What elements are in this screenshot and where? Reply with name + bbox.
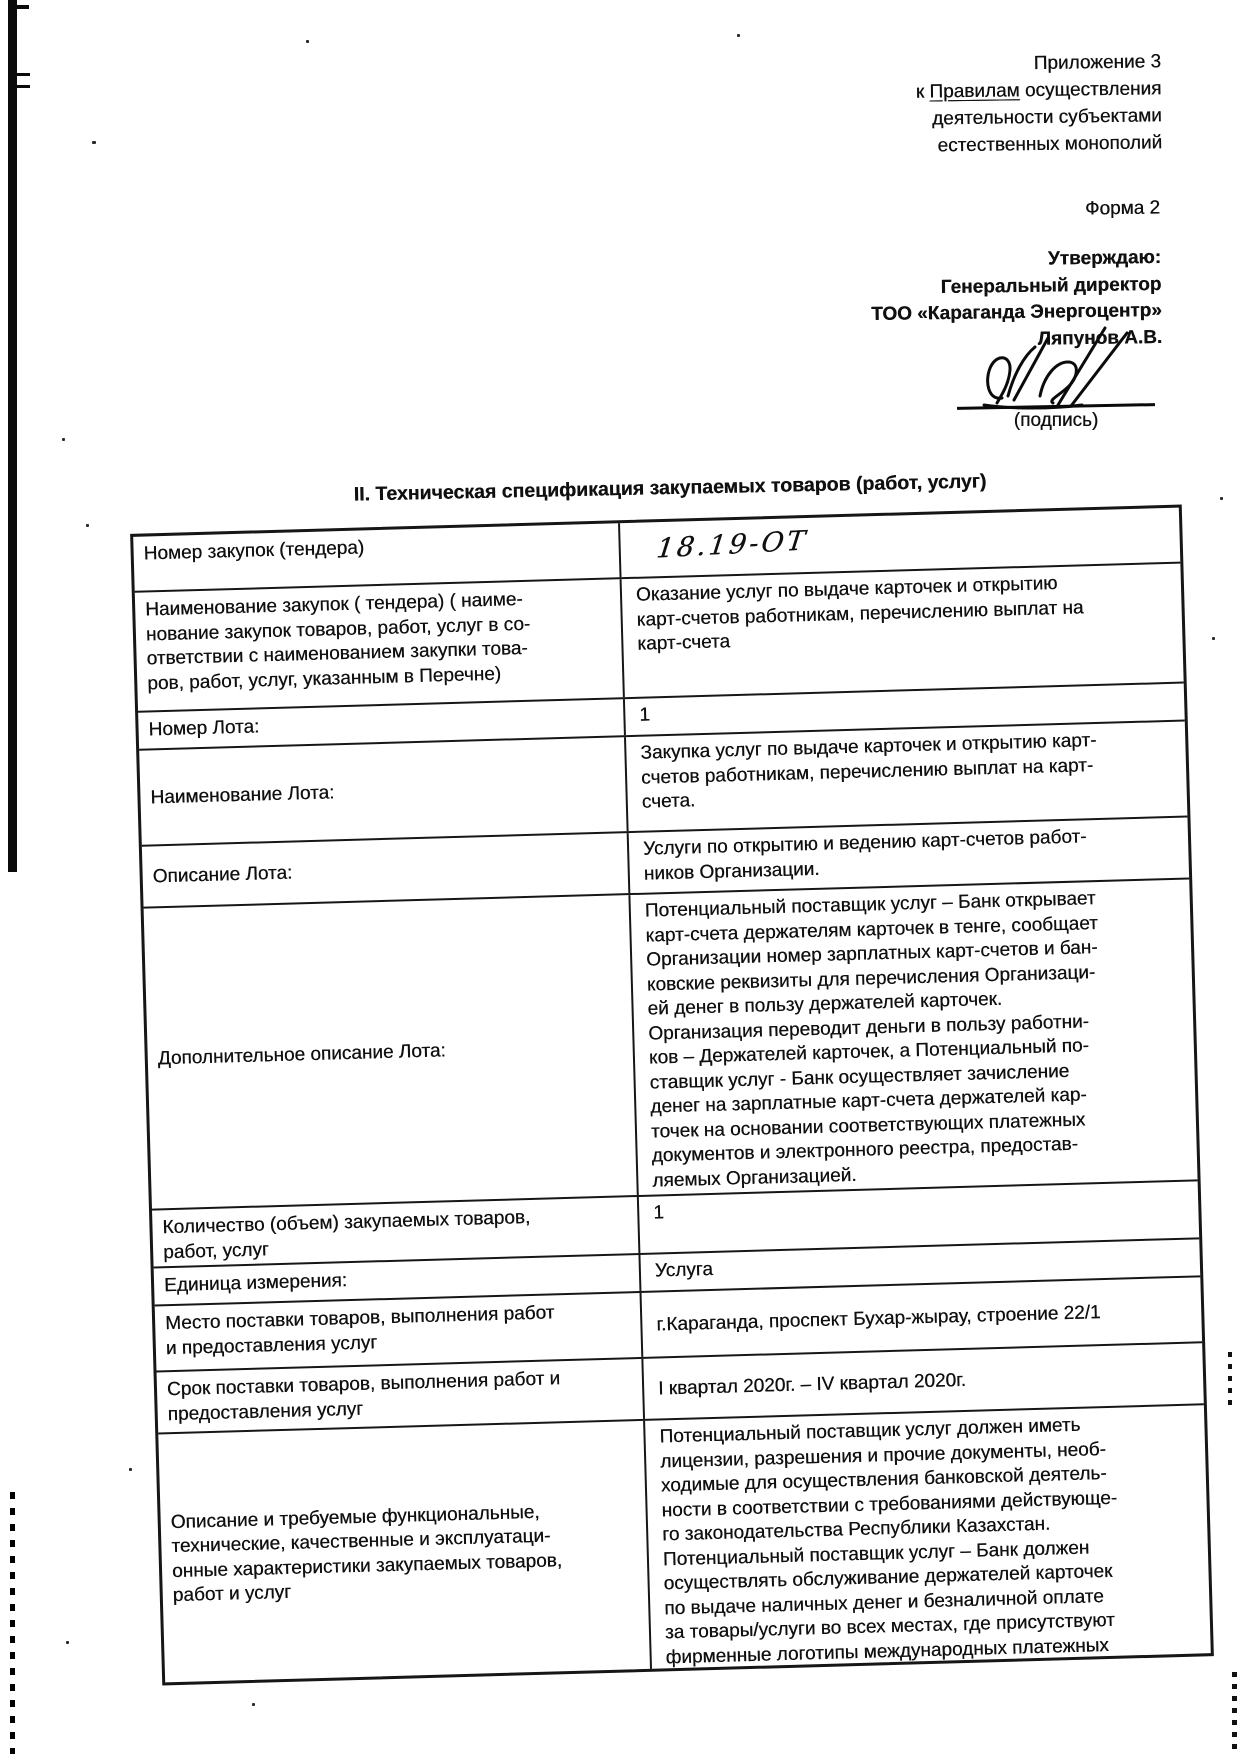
scan-artifact-tick [12, 73, 30, 76]
table-row [158, 1405, 1211, 1682]
row-label: Наименование Лота: [139, 737, 628, 845]
appendix-line-2-prefix: к [916, 81, 930, 103]
row-value: Услуги по открытию и ведению карт-счетов работ- ников Организации. [642, 826, 1087, 885]
row-value: Потенциальный поставщик услуг – Банк открывает карт-счета держателям карточек в тенге, сообщает Организации номер зарплатных карт-счетов и бан- ковские реквизиты для перечисления Организаци- ей денег в пользу держателей карточек. Организация переводит деньги в пользу работни- ков – Держателей карточек, а Потенциальный по- ставщик услуг - Банк осуществляет зачисление денег на зарплатные карт-счета держателей кар- точек на основании соответствующих платежных документов и электронного реестра, предостав- ляемых Организацией. [644, 888, 1099, 1192]
row-label: Дополнительное описание Лота: [144, 895, 639, 1208]
row-label: Наименование закупок ( тендера) ( наиме- нование закупок товаров, работ, услуг в со- ответствии с наименованием закупки това- ров, работ, услуг, указанным в Перечне) [135, 579, 625, 711]
appendix-line-2 [916, 75, 1162, 105]
row-label: Номер Лота: [138, 699, 626, 749]
page-title: II. Техническая спецификация закупаемых товаров (работ, услуг) [353, 470, 987, 506]
signature-scribble-icon [940, 318, 1160, 410]
scan-artifact-left-dots [10, 1492, 15, 1754]
row-label: Единица измерения: [154, 1255, 642, 1305]
table-row [144, 879, 1198, 1210]
appendix-line-2-underlined: Правилам [929, 80, 1021, 103]
scan-speck [62, 438, 65, 441]
scan-speck [1212, 637, 1215, 640]
row-value-handwritten: 18.19-ОТ [654, 525, 810, 565]
scan-artifact-left-bar [8, 0, 17, 872]
scan-speck [86, 524, 89, 527]
row-label: Место поставки товаров, выполнения работ и предоставления услуг [155, 1293, 644, 1371]
row-value: I квартал 2020г. – IV квартал 2020г. [657, 1369, 967, 1400]
row-label: Срок поставки товаров, выполнения работ и предоставления услуг [157, 1359, 645, 1433]
appendix-line-4: естественных монополий [937, 132, 1163, 157]
spec-table [130, 505, 1214, 1686]
row-value: Оказание услуг по выдаче карточек и открытию карт-счетов работникам, перечислению выплат на карт-счета [635, 573, 1084, 655]
row-value: 1 [652, 1202, 665, 1224]
appendix-line-2-suffix: осуществления [1019, 78, 1162, 102]
row-value: 1 [639, 704, 651, 726]
appendix-line-3: деятельности субъектами [932, 105, 1163, 130]
scan-artifact-tick [14, 5, 29, 9]
row-value: Услуга [654, 1258, 714, 1282]
scan-artifact-tick [12, 85, 30, 88]
approval-line-2: Генеральный директор [940, 273, 1162, 298]
row-label: Номер закупок (тендера) [133, 523, 621, 591]
row-label: Количество (объем) закупаемых товаров, работ, услуг [152, 1197, 640, 1267]
row-label: Описание и требуемые функциональные, технические, качественные и эксплуатаци- онные характеристики закупаемых товаров, работ и услуг [158, 1421, 652, 1683]
scan-speck [737, 34, 740, 37]
appendix-block [916, 48, 1163, 159]
scan-speck [129, 1468, 132, 1471]
scan-speck [1220, 497, 1223, 500]
row-label: Описание Лота: [142, 833, 630, 907]
row-value: Закупка услуг по выдаче карточек и открытию карт- счетов работникам, перечислению выплат на карт- счета. [640, 730, 1097, 813]
form-label: Форма 2 [1084, 197, 1161, 220]
scan-artifact-right-dashes [1228, 1352, 1232, 1410]
approval-line-3: ТОО «Караганда Энергоцентр» [871, 299, 1163, 326]
row-value: г.Караганда, проспект Бухар-жырау, строение 22/1 [656, 1301, 1101, 1336]
scan-speck [306, 40, 309, 43]
signature-caption: (подпись) [1013, 410, 1099, 431]
scan-artifact-right-dashes [1232, 1672, 1237, 1752]
approval-line-4: Ляпунов А.В. [1037, 326, 1163, 350]
scan-speck [66, 1641, 69, 1644]
scan-speck [92, 141, 96, 144]
approval-line-1: Утверждаю: [1048, 246, 1162, 270]
appendix-line-1: Приложение 3 [1033, 51, 1162, 75]
row-value: Потенциальный поставщик услуг должен иметь лицензии, разрешения и прочие документы, необ- ходимые для осуществления банковской деятель- ности в соответствии с требованиями действующе- го законодательства Республики Казахстан. Потенциальный поставщик услуг – Банк должен осуществлять обслуживание держателей карточек по выдаче наличных денег и безналичной оплате за товары/услуги во всех местах, где присутствуют фирменные логотипы международных платежных [659, 1414, 1118, 1668]
scan-speck [252, 1703, 255, 1706]
